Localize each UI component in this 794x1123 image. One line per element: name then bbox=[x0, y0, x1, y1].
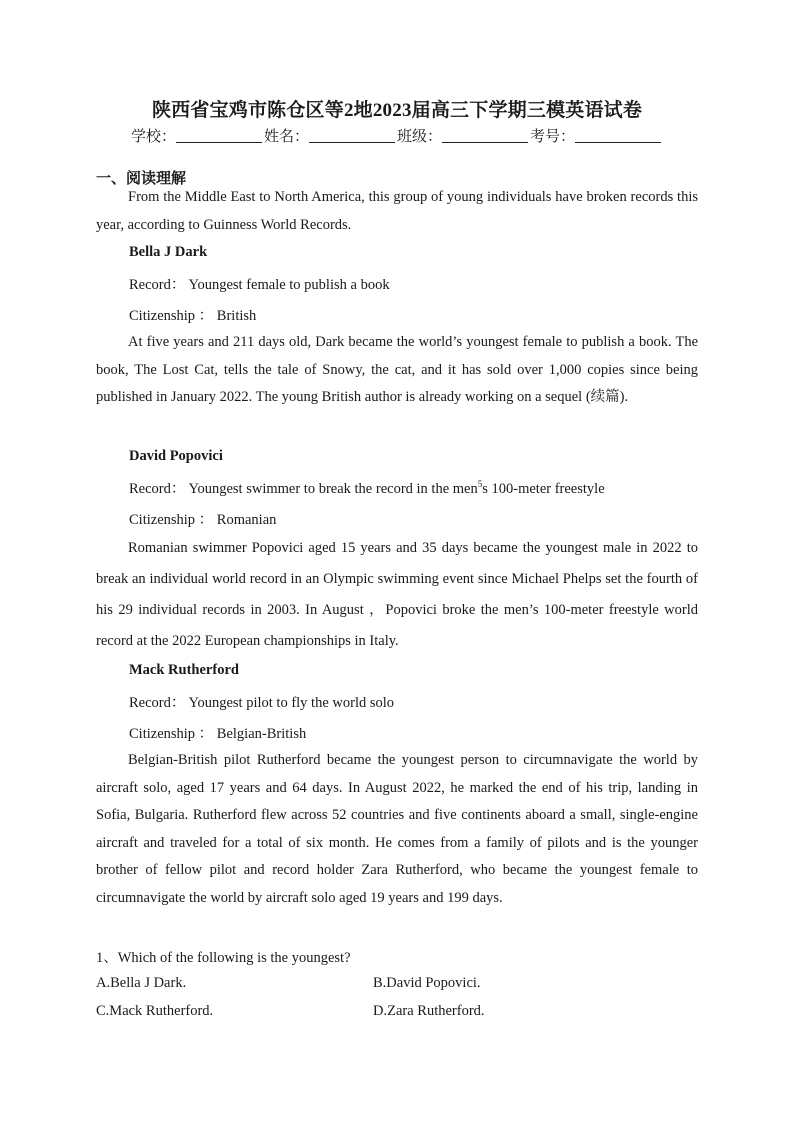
person-record-2 bbox=[129, 477, 605, 498]
person-record-1: Record： Youngest female to publish a book bbox=[129, 277, 390, 293]
person-name-3: Mack Rutherford bbox=[129, 662, 239, 678]
class-label: 班级： bbox=[397, 129, 443, 145]
record-2-superscript: 5 bbox=[477, 479, 483, 490]
exam-title: 陕西省宝鸡市陈仓区等2地2023届高三下学期三模英语试卷 bbox=[151, 100, 643, 121]
record-2-text-b: s 100-meter freestyle bbox=[482, 481, 605, 497]
option-c[interactable]: C.Mack Rutherford. bbox=[96, 1003, 214, 1019]
question-stem: 1、Which of the following is the youngest? bbox=[96, 950, 351, 966]
person-citizenship-2: Citizenship ： Romanian bbox=[129, 512, 277, 528]
record-2-text-a: Record： Youngest swimmer to break the record in the men bbox=[129, 481, 478, 497]
person-citizenship-1: Citizenship ： British bbox=[129, 308, 257, 324]
person-record-3: Record： Youngest pilot to fly the world solo bbox=[129, 695, 395, 711]
name-blank[interactable] bbox=[309, 128, 395, 143]
school-label: 学校： bbox=[130, 129, 176, 145]
person-citizenship-3: Citizenship ： Belgian-British bbox=[129, 726, 307, 742]
exam-number-blank[interactable] bbox=[575, 128, 661, 143]
exam-number-label: 考号： bbox=[530, 129, 576, 145]
option-d[interactable]: D.Zara Rutherford. bbox=[373, 1003, 485, 1019]
student-info-line bbox=[96, 125, 698, 146]
person-name-1: Bella J Dark bbox=[129, 244, 208, 260]
person-body-2: Romanian swimmer Popovici aged 15 years and 35 days became the youngest male in 2022 to break an individual world record in an Olympic swimming event since Michael Phelps set the fourth of his 29 individual records in 2003. In August ，Popovici broke the men’s 100-meter freestyle world record at the 2022 European championships in Italy. bbox=[96, 540, 698, 649]
school-blank[interactable] bbox=[176, 128, 262, 143]
option-a[interactable]: A.Bella J Dark. bbox=[96, 975, 187, 991]
person-body-3: Belgian-British pilot Rutherford became the youngest person to circumnavigate the world by aircraft solo, aged 17 years and 64 days. In August 2022, he marked the end of his trip, landing in Sofia, Bulgaria. Rutherford flew across 52 countries and five continents aboard a small, single-engine aircraft and traveled for a total of six month. He comes from a family of pilots and is the younger brother of fellow pilot and record holder Zara Rutherford, who became the youngest female to circumnavigate the world by aircraft solo aged 19 years and 199 days. bbox=[96, 752, 698, 906]
passage-intro: From the Middle East to North America, this group of young individuals have broken records this year, according to Guinness World Records. bbox=[96, 189, 698, 233]
person-body-1: At five years and 211 days old, Dark became the world’s youngest female to publish a book. The book, The Lost Cat, tells the tale of Snowy, the cat, and it has sold over 1,000 copies since being published in January 2022. The young British author is already working on a sequel (续篇). bbox=[96, 334, 698, 405]
option-b[interactable]: B.David Popovici. bbox=[373, 975, 481, 991]
name-label: 姓名： bbox=[263, 129, 309, 145]
class-blank[interactable] bbox=[442, 128, 528, 143]
section-heading: 一、阅读理解 bbox=[96, 171, 187, 187]
person-name-2: David Popovici bbox=[129, 448, 223, 464]
